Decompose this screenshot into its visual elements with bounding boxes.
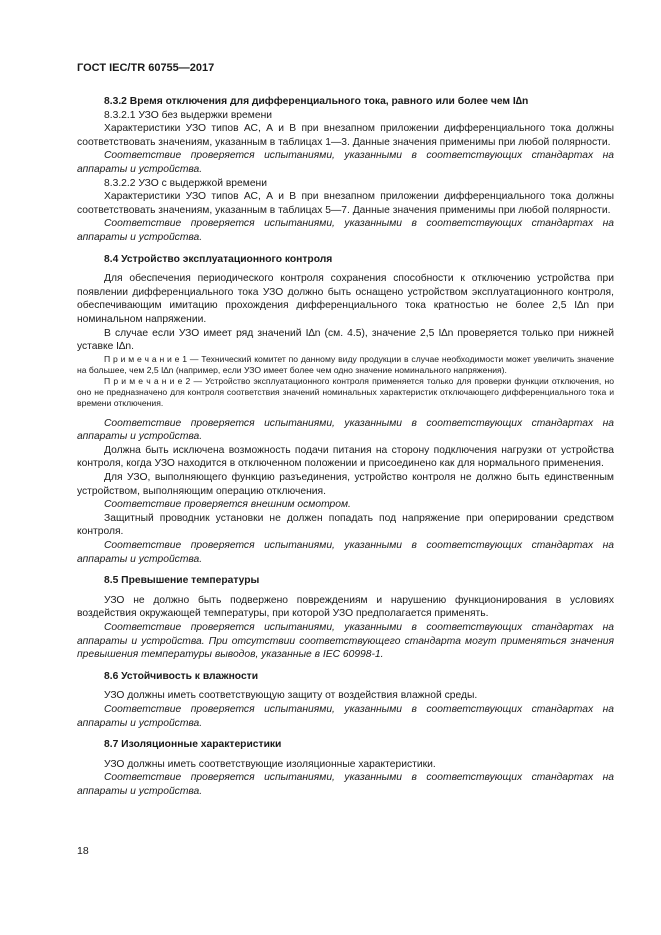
document-header: ГОСТ IEC/TR 60755—2017 bbox=[77, 62, 215, 74]
body-paragraph: Должна быть исключена возможность подачи питания на сторону подключения нагрузки от устройства контроля, когда УЗО находится в отключенном положении и присоединено как для нормального применения. bbox=[77, 444, 614, 470]
note-paragraph: П р и м е ч а н и е 1 — Технический комитет по данному виду продукции в случае необходимости может увеличить значение на большее, чем 2,5 I∆n (например, если УЗО имеет более чем одно значение номинального напряжения). bbox=[77, 353, 614, 375]
body-paragraph: Защитный проводник установки не должен попадать под напряжение при оперировании средством контроля. bbox=[77, 512, 614, 538]
body-paragraph: УЗО должны иметь соответствующую защиту от воздействия влажной среды. bbox=[104, 690, 478, 702]
body-paragraph: В случае если УЗО имеет ряд значений I∆n (см. 4.5), значение 2,5 I∆n проверяется только при нижней уставке I∆n. bbox=[77, 327, 614, 353]
body-paragraph: УЗО не должно быть подвержено повреждениям и нарушению функционирования в условиях воздействия окружающей температуры, при которой УЗО предполагается применять. bbox=[77, 594, 614, 620]
body-paragraph: Соответствие проверяется испытаниями, указанными в соответствующих стандартах на аппараты и устройства. bbox=[77, 417, 614, 443]
section-heading: 8.7 Изоляционные характеристики bbox=[104, 739, 282, 751]
body-paragraph: Соответствие проверяется внешним осмотром. bbox=[104, 499, 351, 511]
section-heading: 8.6 Устойчивость к влажности bbox=[104, 670, 259, 682]
body-paragraph: Соответствие проверяется испытаниями, указанными в соответствующих стандартах на аппараты и устройства. bbox=[77, 540, 614, 565]
body-paragraph: Для обеспечения периодического контроля сохранения способности к отключению устройства при появлении дифференциального тока УЗО должно быть оснащено устройством эксплуатационного контроля, обеспечивающим имитацию прохождения дифференциального тока кратностью не более 2,5 I∆n при номинальном напряжении. bbox=[77, 273, 614, 325]
body-paragraph: Соответствие проверяется испытаниями, указанными в соответствующих стандартах на аппараты и устройства. bbox=[77, 772, 614, 797]
body-paragraph: 8.3.2.1 УЗО без выдержки времени bbox=[104, 109, 273, 121]
body-paragraph: Для УЗО, выполняющего функцию разъединения, устройство контроля не должно быть единственным устройством, выполняющим операцию отключения. bbox=[77, 472, 614, 497]
body-paragraph: Соответствие проверяется испытаниями, указанными в соответствующих стандартах на аппараты и устройства. bbox=[77, 218, 614, 243]
body-paragraph: Характеристики УЗО типов АС, А и В при внезапном приложении дифференциального тока должны соответствовать значениям, указанным в таблицах 5—7. Данные значения применимы при любой полярности. bbox=[77, 191, 614, 216]
body-paragraph: Соответствие проверяется испытаниями, указанными в соответствующих стандартах на аппараты и устройства. bbox=[77, 703, 614, 729]
section-heading: 8.3.2 Время отключения для дифференциального тока, равного или более чем I∆n bbox=[104, 96, 529, 107]
note-paragraph: П р и м е ч а н и е 2 — Устройство эксплуатационного контроля применяется только для проверки функции отключения, но оно не предназначено для контроля соответствия значений номинальных характеристик отключающего дифференциального тока и времени отключения. bbox=[77, 375, 614, 408]
body-paragraph: Соответствие проверяется испытаниями, указанными в соответствующих стандартах на аппараты и устройства. При отсутствии соответствующего стандарта могут применяться значения превышения температуры выводов, указанные в IEC 60998-1. bbox=[77, 622, 614, 661]
section-heading: 8.5 Превышение температуры bbox=[104, 575, 260, 587]
page-number: 18 bbox=[77, 845, 89, 857]
body-paragraph: Характеристики УЗО типов АС, А и В при внезапном приложении дифференциального тока должны соответствовать значениям, указанным в таблицах 1—3. Данные значения применимы при любой полярности. bbox=[77, 123, 614, 148]
body-paragraph: УЗО должны иметь соответствующие изоляционные характеристики. bbox=[104, 758, 436, 770]
section-heading: 8.4 Устройство эксплуатационного контроля bbox=[104, 253, 333, 265]
document-body bbox=[77, 95, 614, 799]
body-paragraph: 8.3.2.2 УЗО с выдержкой времени bbox=[104, 177, 267, 189]
body-paragraph: Соответствие проверяется испытаниями, указанными в соответствующих стандартах на аппараты и устройства. bbox=[77, 150, 614, 175]
